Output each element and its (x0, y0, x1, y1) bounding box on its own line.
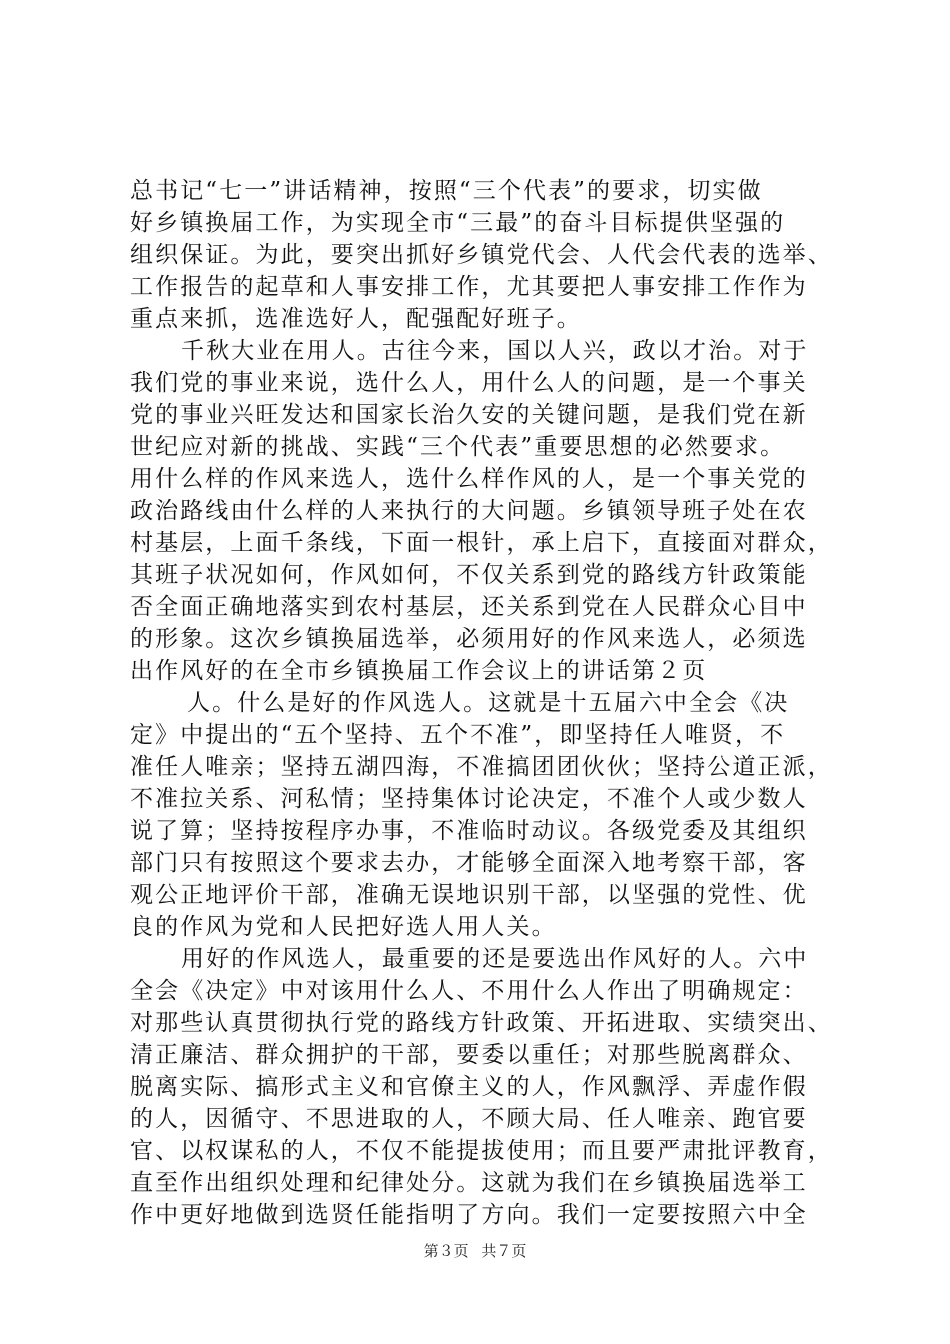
text-line: 其班子状况如何，作风如何，不仅关系到党的路线方针政策能 (130, 562, 808, 588)
text-line: 脱离实际、搞形式主义和官僚主义的人，作风飘浮、弄虚作假 (130, 1074, 808, 1100)
text-line: 世纪应对新的挑战、实践“三个代表”重要思想的必然要求。 (130, 434, 786, 460)
text-line: 政治路线由什么样的人来执行的大问题。乡镇领导班子处在农 (130, 498, 808, 524)
text-line: 重点来抓，选准选好人，配强配好班子。 (130, 306, 582, 332)
text-line: 部门只有按照这个要求去办，才能够全面深入地考察干部，客 (130, 850, 808, 876)
paragraph (130, 175, 835, 335)
text-line: 否全面正确地落实到农村基层，还关系到党在人民群众心目中 (130, 594, 808, 620)
text-line: 工作报告的起草和人事安排工作，尤其要把人事安排工作作为 (130, 274, 808, 300)
text-line: 准任人唯亲；坚持五湖四海，不准搞团团伙伙；坚持公道正派， (130, 754, 833, 780)
text-line: 作中更好地做到选贤任能指明了方向。我们一定要按照六中全 (130, 1202, 808, 1228)
text-line: 好乡镇换届工作，为实现全市“三最”的奋斗目标提供坚强的 (130, 210, 786, 236)
text-line: 观公正地评价干部，准确无误地识别干部，以坚强的党性、优 (130, 882, 808, 908)
paragraph (130, 943, 835, 1231)
text-line: 我们党的事业来说，选什么人，用什么人的问题，是一个事关 (130, 370, 808, 396)
text-line: 出作风好的在全市乡镇换届工作会议上的讲话第２页 (130, 658, 708, 684)
text-line: 官、以权谋私的人，不仅不能提拔使用；而且要严肃批评教育， (130, 1138, 833, 1164)
text-line: 不准拉关系、河私情；坚持集体讨论决定，不准个人或少数人 (130, 786, 808, 812)
text-line: 清正廉洁、群众拥护的干部，要委以重任；对那些脱离群众、 (130, 1042, 808, 1068)
text-line: 的形象。这次乡镇换届选举，必须用好的作风来选人，必须选 (130, 626, 808, 652)
document-body (130, 175, 835, 1231)
text-line: 用什么样的作风来选人，选什么样作风的人，是一个事关党的 (130, 466, 808, 492)
page-number: 第３页 (423, 1242, 469, 1260)
page-total: 共７页 (481, 1242, 527, 1260)
text-line: 对那些认真贯彻执行党的路线方针政策、开拓进取、实绩突出、 (130, 1010, 833, 1036)
text-line: 全会《决定》中对该用什么人、不用什么人作出了明确规定： (130, 978, 808, 1004)
paragraph (130, 687, 835, 943)
text-line: 良的作风为党和人民把好选人用人关。 (130, 914, 557, 940)
text-line: 的人，因循守、不思进取的人，不顾大局、任人唯亲、跑官要 (130, 1106, 808, 1132)
text-line: 总书记“七一”讲话精神，按照“三个代表”的要求，切实做 (130, 178, 763, 204)
text-line: 千秋大业在用人。古往今来，国以人兴，政以才治。对于 (181, 338, 809, 364)
text-line: 直至作出组织处理和纪律处分。这就为我们在乡镇换届选举工 (130, 1170, 808, 1196)
text-line: 村基层，上面千条线，下面一根针，承上启下，直接面对群众， (130, 530, 833, 556)
paragraph (130, 335, 835, 687)
text-line: 人。什么是好的作风选人。这就是十五届六中全会《决 (187, 690, 790, 716)
text-line: 党的事业兴旺发达和国家长治久安的关键问题，是我们党在新 (130, 402, 808, 428)
text-line: 组织保证。为此，要突出抓好乡镇党代会、人代会代表的选举、 (130, 242, 833, 268)
text-line: 定》中提出的“五个坚持、五个不准”，即坚持任人唯贤，不 (130, 722, 786, 748)
text-line: 说了算；坚持按程序办事，不准临时动议。各级党委及其组织 (130, 818, 808, 844)
text-line: 用好的作风选人，最重要的还是要选出作风好的人。六中 (181, 946, 809, 972)
page-footer (0, 1240, 950, 1261)
